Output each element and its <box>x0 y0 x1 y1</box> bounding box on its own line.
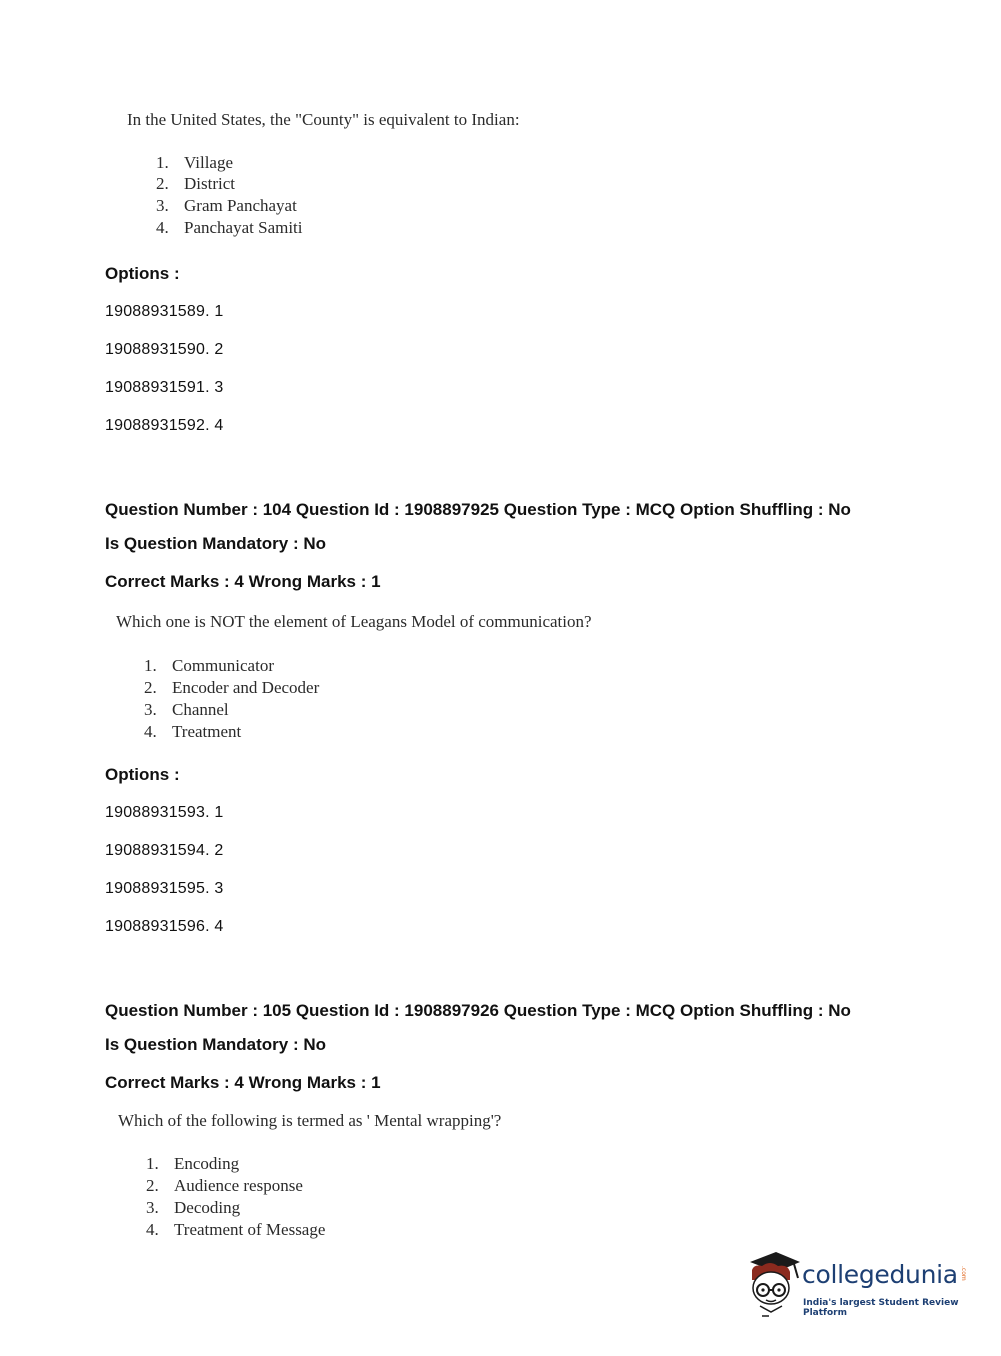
question-mandatory: Is Question Mandatory : No <box>105 1035 327 1054</box>
question-marks: Correct Marks : 4 Wrong Marks : 1 <box>105 572 381 591</box>
option-id: 19088931590. 2 <box>105 341 224 358</box>
mascot-icon <box>742 1250 804 1320</box>
choice-item: 1. Encoding <box>146 1154 240 1173</box>
options-label: Options : <box>105 264 180 283</box>
choice-item: 3. Gram Panchayat <box>156 196 297 215</box>
choice-item: 2. Audience response <box>146 1176 303 1195</box>
question-text: Which one is NOT the element of Leagans Model of communication? <box>116 612 592 631</box>
logo-suffix: .com <box>960 1266 967 1281</box>
option-id: 19088931593. 1 <box>105 804 224 821</box>
option-id: 19088931589. 1 <box>105 303 224 320</box>
collegedunia-logo[interactable] <box>742 1250 977 1320</box>
logo-tagline: India's largest Student Review Platform <box>803 1298 959 1318</box>
option-id: 19088931591. 3 <box>105 379 224 396</box>
question-mandatory: Is Question Mandatory : No <box>105 534 327 553</box>
choice-item: 3. Decoding <box>146 1198 241 1217</box>
choice-item: 1. Village <box>156 153 234 172</box>
options-label: Options : <box>105 765 180 784</box>
choice-item: 2. District <box>156 174 235 193</box>
choice-item: 4. Treatment of Message <box>146 1220 326 1239</box>
question-header: Question Number : 105 Question Id : 1908897926 Question Type : MCQ Option Shuffling : No <box>105 1001 851 1020</box>
question-header: Question Number : 104 Question Id : 1908897925 Question Type : MCQ Option Shuffling : No <box>105 500 851 519</box>
choice-item: 1. Communicator <box>144 656 274 675</box>
choice-item: 4. Treatment <box>144 722 242 741</box>
choice-item: 4. Panchayat Samiti <box>156 218 303 237</box>
question-marks: Correct Marks : 4 Wrong Marks : 1 <box>105 1073 381 1092</box>
option-id: 19088931596. 4 <box>105 918 224 935</box>
choice-item: 3. Channel <box>144 700 229 719</box>
question-text: Which of the following is termed as ' Mental wrapping'? <box>118 1111 502 1130</box>
option-id: 19088931595. 3 <box>105 880 224 897</box>
logo-wordmark: collegedunia <box>802 1260 958 1289</box>
choice-item: 2. Encoder and Decoder <box>144 678 320 697</box>
option-id: 19088931594. 2 <box>105 842 224 859</box>
question-text: In the United States, the "County" is equivalent to Indian: <box>127 110 520 129</box>
option-id: 19088931592. 4 <box>105 417 224 434</box>
